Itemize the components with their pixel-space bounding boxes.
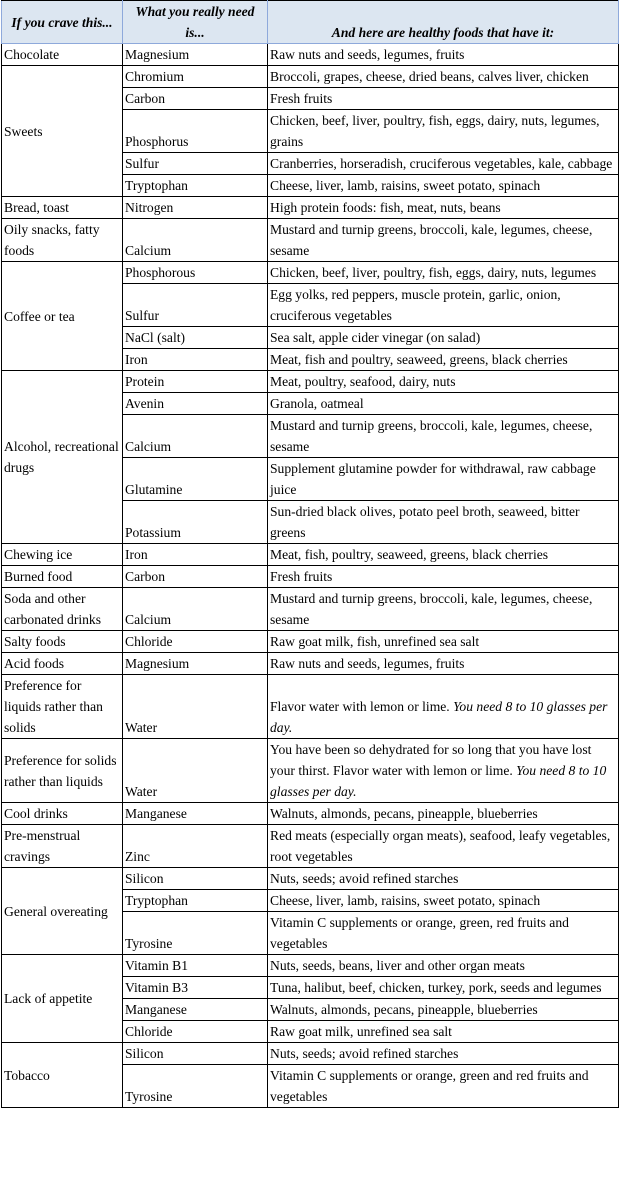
table-row <box>2 197 619 219</box>
table-row <box>2 44 619 66</box>
foods-text: Cheese, liver, lamb, raisins, sweet potato, spinach <box>270 178 541 193</box>
foods-text: High protein foods: fish, meat, nuts, beans <box>270 200 501 215</box>
foods-text: Meat, poultry, seafood, dairy, nuts <box>270 374 456 389</box>
need-cell: Chromium <box>123 66 268 88</box>
need-cell: Calcium <box>123 415 268 458</box>
foods-cell <box>268 66 619 88</box>
need-cell: Avenin <box>123 393 268 415</box>
table-row <box>2 955 619 977</box>
foods-text: Chicken, beef, liver, poultry, fish, eggs, dairy, nuts, legumes, grains <box>270 113 600 149</box>
foods-text: Raw goat milk, fish, unrefined sea salt <box>270 634 480 649</box>
foods-text: Fresh fruits <box>270 91 333 106</box>
foods-text: Nuts, seeds; avoid refined starches <box>270 1046 459 1061</box>
foods-cell <box>268 284 619 327</box>
foods-cell <box>268 88 619 110</box>
table-body <box>2 44 619 1108</box>
need-cell: Water <box>123 739 268 803</box>
foods-text: Raw nuts and seeds, legumes, fruits <box>270 47 465 62</box>
foods-cell <box>268 371 619 393</box>
craving-cell: Soda and other carbonated drinks <box>2 588 123 631</box>
need-cell: Silicon <box>123 1043 268 1065</box>
foods-cell <box>268 977 619 999</box>
foods-text: Walnuts, almonds, pecans, pineapple, blueberries <box>270 1002 538 1017</box>
need-cell: Nitrogen <box>123 197 268 219</box>
foods-cell <box>268 110 619 153</box>
foods-text: Vitamin C supplements or orange, green and red fruits and vegetables <box>270 1068 589 1104</box>
need-cell: Sulfur <box>123 153 268 175</box>
craving-cell: Chewing ice <box>2 544 123 566</box>
foods-cell <box>268 544 619 566</box>
need-cell: Phosphorous <box>123 262 268 284</box>
foods-cell <box>268 349 619 371</box>
foods-cell <box>268 262 619 284</box>
craving-cell: General overeating <box>2 868 123 955</box>
foods-cell <box>268 631 619 653</box>
foods-cell <box>268 675 619 739</box>
craving-cell: Coffee or tea <box>2 262 123 371</box>
foods-note-italic: You need 8 to 10 glasses per day. <box>270 763 607 799</box>
foods-text: Nuts, seeds; avoid refined starches <box>270 871 459 886</box>
foods-text: Mustard and turnip greens, broccoli, kale, legumes, cheese, sesame <box>270 591 593 627</box>
craving-cell: Lack of appetite <box>2 955 123 1043</box>
foods-text: Raw nuts and seeds, legumes, fruits <box>270 656 465 671</box>
table-row <box>2 739 619 803</box>
need-cell: Carbon <box>123 88 268 110</box>
table-row <box>2 631 619 653</box>
need-cell: Sulfur <box>123 284 268 327</box>
foods-text: Egg yolks, red peppers, muscle protein, garlic, onion, cruciferous vegetables <box>270 287 561 323</box>
need-cell: Protein <box>123 371 268 393</box>
need-cell: Manganese <box>123 999 268 1021</box>
foods-text: Mustard and turnip greens, broccoli, kale, legumes, cheese, sesame <box>270 222 593 258</box>
need-cell: Manganese <box>123 803 268 825</box>
foods-text: Sun-dried black olives, potato peel broth, seaweed, bitter greens <box>270 504 580 540</box>
table-row <box>2 1043 619 1065</box>
craving-cell: Acid foods <box>2 653 123 675</box>
header-foods: And here are healthy foods that have it: <box>268 1 619 44</box>
need-cell: Silicon <box>123 868 268 890</box>
foods-note-italic: You need 8 to 10 glasses per day. <box>270 699 608 735</box>
foods-text: Raw goat milk, unrefined sea salt <box>270 1024 452 1039</box>
need-cell: Phosphorus <box>123 110 268 153</box>
need-cell: Iron <box>123 544 268 566</box>
foods-cell <box>268 415 619 458</box>
need-cell: NaCl (salt) <box>123 327 268 349</box>
foods-cell <box>268 1043 619 1065</box>
foods-text: Nuts, seeds, beans, liver and other organ meats <box>270 958 525 973</box>
foods-cell <box>268 999 619 1021</box>
foods-cell <box>268 1065 619 1108</box>
foods-text: Vitamin C supplements or orange, green, red fruits and vegetables <box>270 915 569 951</box>
need-cell: Chloride <box>123 631 268 653</box>
foods-text: Meat, fish and poultry, seaweed, greens, black cherries <box>270 352 568 367</box>
table-row <box>2 653 619 675</box>
need-cell: Carbon <box>123 566 268 588</box>
table-row <box>2 566 619 588</box>
table-row <box>2 675 619 739</box>
foods-cell <box>268 868 619 890</box>
craving-cell: Oily snacks, fatty foods <box>2 219 123 262</box>
table-row <box>2 219 619 262</box>
foods-text: Mustard and turnip greens, broccoli, kale, legumes, cheese, sesame <box>270 418 593 454</box>
craving-cell: Sweets <box>2 66 123 197</box>
foods-text: You have been so dehydrated for so long that you have lost your thirst. Flavor water with lemon or lime. <box>270 742 592 778</box>
cravings-table <box>1 0 619 1108</box>
craving-cell: Bread, toast <box>2 197 123 219</box>
foods-text: Meat, fish, poultry, seaweed, greens, black cherries <box>270 547 549 562</box>
foods-cell <box>268 393 619 415</box>
need-cell: Tyrosine <box>123 1065 268 1108</box>
foods-cell <box>268 327 619 349</box>
table-row <box>2 66 619 88</box>
craving-cell: Alcohol, recreational drugs <box>2 371 123 544</box>
need-cell: Magnesium <box>123 653 268 675</box>
foods-cell <box>268 890 619 912</box>
foods-cell <box>268 825 619 868</box>
table-row <box>2 825 619 868</box>
foods-cell <box>268 1021 619 1043</box>
foods-text: Broccoli, grapes, cheese, dried beans, calves liver, chicken <box>270 69 589 84</box>
need-cell: Tryptophan <box>123 175 268 197</box>
foods-text: Chicken, beef, liver, poultry, fish, eggs, dairy, nuts, legumes <box>270 265 597 280</box>
header-craving: If you crave this... <box>2 1 123 44</box>
table-row <box>2 803 619 825</box>
craving-cell: Cool drinks <box>2 803 123 825</box>
craving-cell: Pre-menstrual cravings <box>2 825 123 868</box>
need-cell: Zinc <box>123 825 268 868</box>
craving-cell: Preference for liquids rather than solids <box>2 675 123 739</box>
foods-cell <box>268 44 619 66</box>
foods-text: Fresh fruits <box>270 569 333 584</box>
foods-cell <box>268 955 619 977</box>
foods-text: Red meats (especially organ meats), seafood, leafy vegetables, root vegetables <box>270 828 611 864</box>
foods-cell <box>268 501 619 544</box>
foods-text: Walnuts, almonds, pecans, pineapple, blueberries <box>270 806 538 821</box>
table-header <box>2 1 619 44</box>
foods-cell <box>268 566 619 588</box>
craving-cell: Tobacco <box>2 1043 123 1108</box>
need-cell: Potassium <box>123 501 268 544</box>
foods-cell <box>268 803 619 825</box>
table-row <box>2 868 619 890</box>
foods-cell <box>268 197 619 219</box>
need-cell: Chloride <box>123 1021 268 1043</box>
craving-cell: Burned food <box>2 566 123 588</box>
foods-cell <box>268 653 619 675</box>
table-row <box>2 588 619 631</box>
foods-text: Cheese, liver, lamb, raisins, sweet potato, spinach <box>270 893 541 908</box>
need-cell: Magnesium <box>123 44 268 66</box>
craving-cell: Chocolate <box>2 44 123 66</box>
need-cell: Tyrosine <box>123 912 268 955</box>
foods-cell <box>268 219 619 262</box>
foods-cell <box>268 739 619 803</box>
need-cell: Iron <box>123 349 268 371</box>
craving-cell: Salty foods <box>2 631 123 653</box>
need-cell: Tryptophan <box>123 890 268 912</box>
need-cell: Calcium <box>123 588 268 631</box>
table-row <box>2 544 619 566</box>
table-row <box>2 371 619 393</box>
foods-cell <box>268 458 619 501</box>
foods-text: Sea salt, apple cider vinegar (on salad) <box>270 330 481 345</box>
header-need: What you really need is... <box>123 1 268 44</box>
foods-cell <box>268 175 619 197</box>
need-cell: Vitamin B3 <box>123 977 268 999</box>
foods-cell <box>268 588 619 631</box>
foods-cell <box>268 153 619 175</box>
foods-text: Granola, oatmeal <box>270 396 364 411</box>
foods-text: Supplement glutamine powder for withdrawal, raw cabbage juice <box>270 461 596 497</box>
foods-cell <box>268 912 619 955</box>
need-cell: Glutamine <box>123 458 268 501</box>
need-cell: Water <box>123 675 268 739</box>
foods-text: Cranberries, horseradish, cruciferous vegetables, kale, cabbage <box>270 156 613 171</box>
need-cell: Vitamin B1 <box>123 955 268 977</box>
foods-text: Tuna, halibut, beef, chicken, turkey, pork, seeds and legumes <box>270 980 602 995</box>
foods-text: Flavor water with lemon or lime. <box>270 699 454 714</box>
need-cell: Calcium <box>123 219 268 262</box>
table-row <box>2 262 619 284</box>
craving-cell: Preference for solids rather than liquids <box>2 739 123 803</box>
